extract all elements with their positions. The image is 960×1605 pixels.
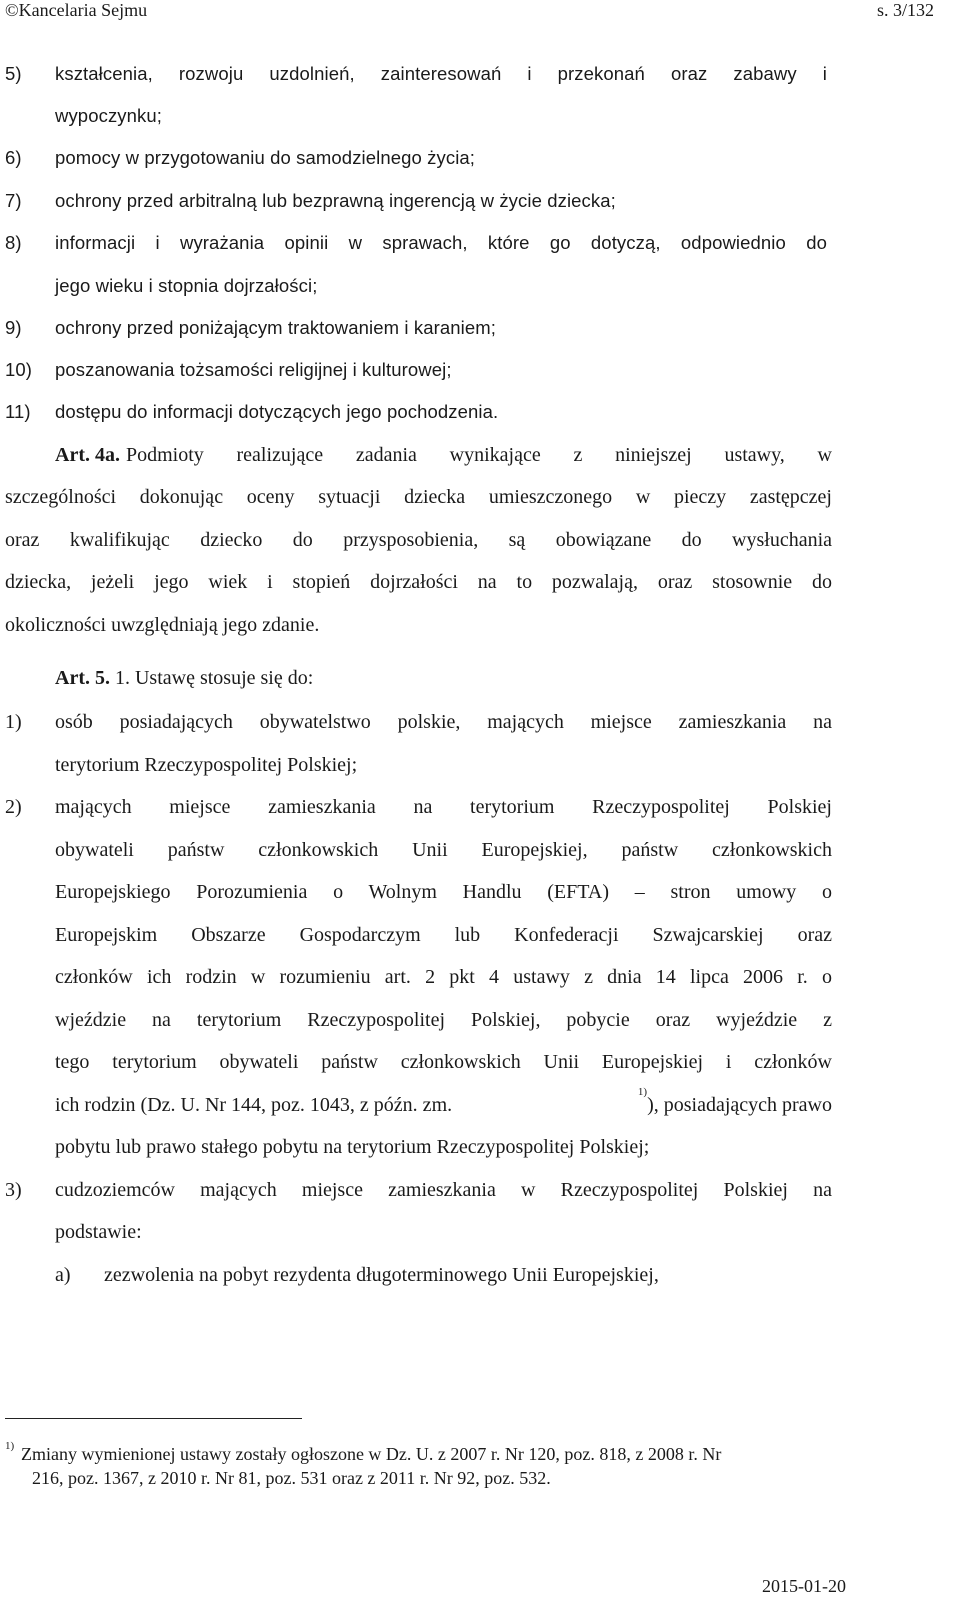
footnote-reference[interactable]: 1): [637, 1086, 648, 1098]
art5-item-num: 3): [5, 1179, 22, 1201]
footer-date: 2015-01-20: [762, 1576, 846, 1596]
art5-heading: [55, 665, 313, 691]
list-item-cont: jego wieku i stopnia dojrzałości;: [55, 275, 318, 296]
list-item-num: 9): [5, 317, 22, 338]
list-item-num: 8): [5, 232, 22, 253]
list-item-text: ochrony przed arbitralną lub bezprawną ingerencją w życie dziecka;: [55, 190, 616, 211]
art5-item-line: Europejskiego Porozumienia o Wolnym Handlu (EFTA) – stron umowy o: [55, 881, 832, 903]
art5-item-line-part: ich rodzin (Dz. U. Nr 144, poz. 1043, z późn. zm.: [55, 1094, 453, 1116]
art5-item-line: wjeździe na terytorium Rzeczypospolitej Polskiej, pobycie oraz wyjeździe z: [55, 1009, 832, 1031]
art5-item-num: 2): [5, 796, 22, 818]
list-item-num: 11): [5, 401, 31, 422]
list-item-text: kształcenia, rozwoju uzdolnień, zainteresowań i przekonań oraz zabawy i: [55, 63, 827, 84]
list-item-num: 5): [5, 63, 22, 84]
art5-item-line: tego terytorium obywateli państw członkowskich Unii Europejskiej i członków: [55, 1051, 832, 1073]
header-page-number: s. 3/132: [876, 0, 934, 20]
footnote-text-line: 216, poz. 1367, z 2010 r. Nr 81, poz. 531 oraz z 2011 r. Nr 92, poz. 532.: [32, 1468, 551, 1488]
art5-item-line: członków ich rodzin w rozumieniu art. 2 pkt 4 ustawy z dnia 14 lipca 2006 r. o: [55, 966, 832, 988]
art5-item-num: 1): [5, 711, 22, 733]
header-copyright: ©Kancelaria Sejmu: [5, 0, 148, 20]
art4a-line: Podmioty realizujące zadania wynikające z niniejszej ustawy, w: [125, 444, 832, 466]
footnote-text-line: Zmiany wymienionej ustawy zostały ogłoszone w Dz. U. z 2007 r. Nr 120, poz. 818, z 2008 r. Nr: [21, 1444, 722, 1464]
art5-subitem-num: a): [55, 1264, 71, 1286]
list-item-text: pomocy w przygotowaniu do samodzielnego życia;: [55, 147, 476, 168]
footnote-marker: 1): [5, 1440, 15, 1452]
art5-label: Art. 5.: [55, 667, 110, 689]
art4a-label: Art. 4a.: [55, 444, 120, 466]
art5-subitem-text: zezwolenia na pobyt rezydenta długoterminowego Unii Europejskiej,: [104, 1264, 659, 1286]
art5-item-line: osób posiadających obywatelstwo polskie, mających miejsce zamieszkania na: [55, 711, 832, 733]
art4a-line: oraz kwalifikując dziecko do przysposobienia, są obowiązane do wysłuchania: [5, 529, 832, 551]
art4a-line: dziecka, jeżeli jego wiek i stopień dojrzałości na to pozwalają, oraz stosownie do: [5, 571, 832, 593]
art5-item-line: terytorium Rzeczypospolitej Polskiej;: [55, 754, 358, 776]
list-item-cont: wypoczynku;: [55, 105, 163, 126]
list-item-text: ochrony przed poniżającym traktowaniem i karaniem;: [55, 317, 496, 338]
list-item-num: 6): [5, 147, 22, 168]
art5-item-line-part: ), posiadających prawo: [647, 1094, 832, 1116]
art5-para: 1.: [114, 667, 130, 689]
art5-item-line: mających miejsce zamieszkania na terytorium Rzeczypospolitej Polskiej: [55, 796, 832, 818]
art5-item-line-with-footnote: [55, 1086, 832, 1118]
art5-item-line: cudzoziemców mających miejsce zamieszkania w Rzeczypospolitej Polskiej na: [55, 1179, 832, 1201]
list-item-num: 7): [5, 190, 22, 211]
art5-item-line: pobytu lub prawo stałego pobytu na terytorium Rzeczypospolitej Polskiej;: [55, 1136, 650, 1158]
art5-intro: Ustawę stosuje się do:: [134, 667, 314, 689]
art4a-line: szczególności dokonując oceny sytuacji dziecka umieszczonego w pieczy zastępczej: [5, 486, 832, 508]
art5-item-line: Europejskim Obszarze Gospodarczym lub Konfederacji Szwajcarskiej oraz: [55, 924, 832, 946]
list-item-text: informacji i wyrażania opinii w sprawach, które go dotyczą, odpowiednio do: [55, 232, 827, 253]
footnote-separator: [5, 1418, 302, 1419]
art4a-first-line: [55, 442, 832, 468]
art5-item-line: obywateli państw członkowskich Unii Europejskiej, państw członkowskich: [55, 839, 832, 861]
list-item-text: poszanowania tożsamości religijnej i kulturowej;: [55, 359, 452, 380]
list-item-num: 10): [5, 359, 33, 380]
list-item-text: dostępu do informacji dotyczących jego pochodzenia.: [55, 401, 499, 422]
art5-item-line: podstawie:: [55, 1221, 142, 1243]
art4a-line: okoliczności uwzględniają jego zdanie.: [5, 614, 320, 636]
